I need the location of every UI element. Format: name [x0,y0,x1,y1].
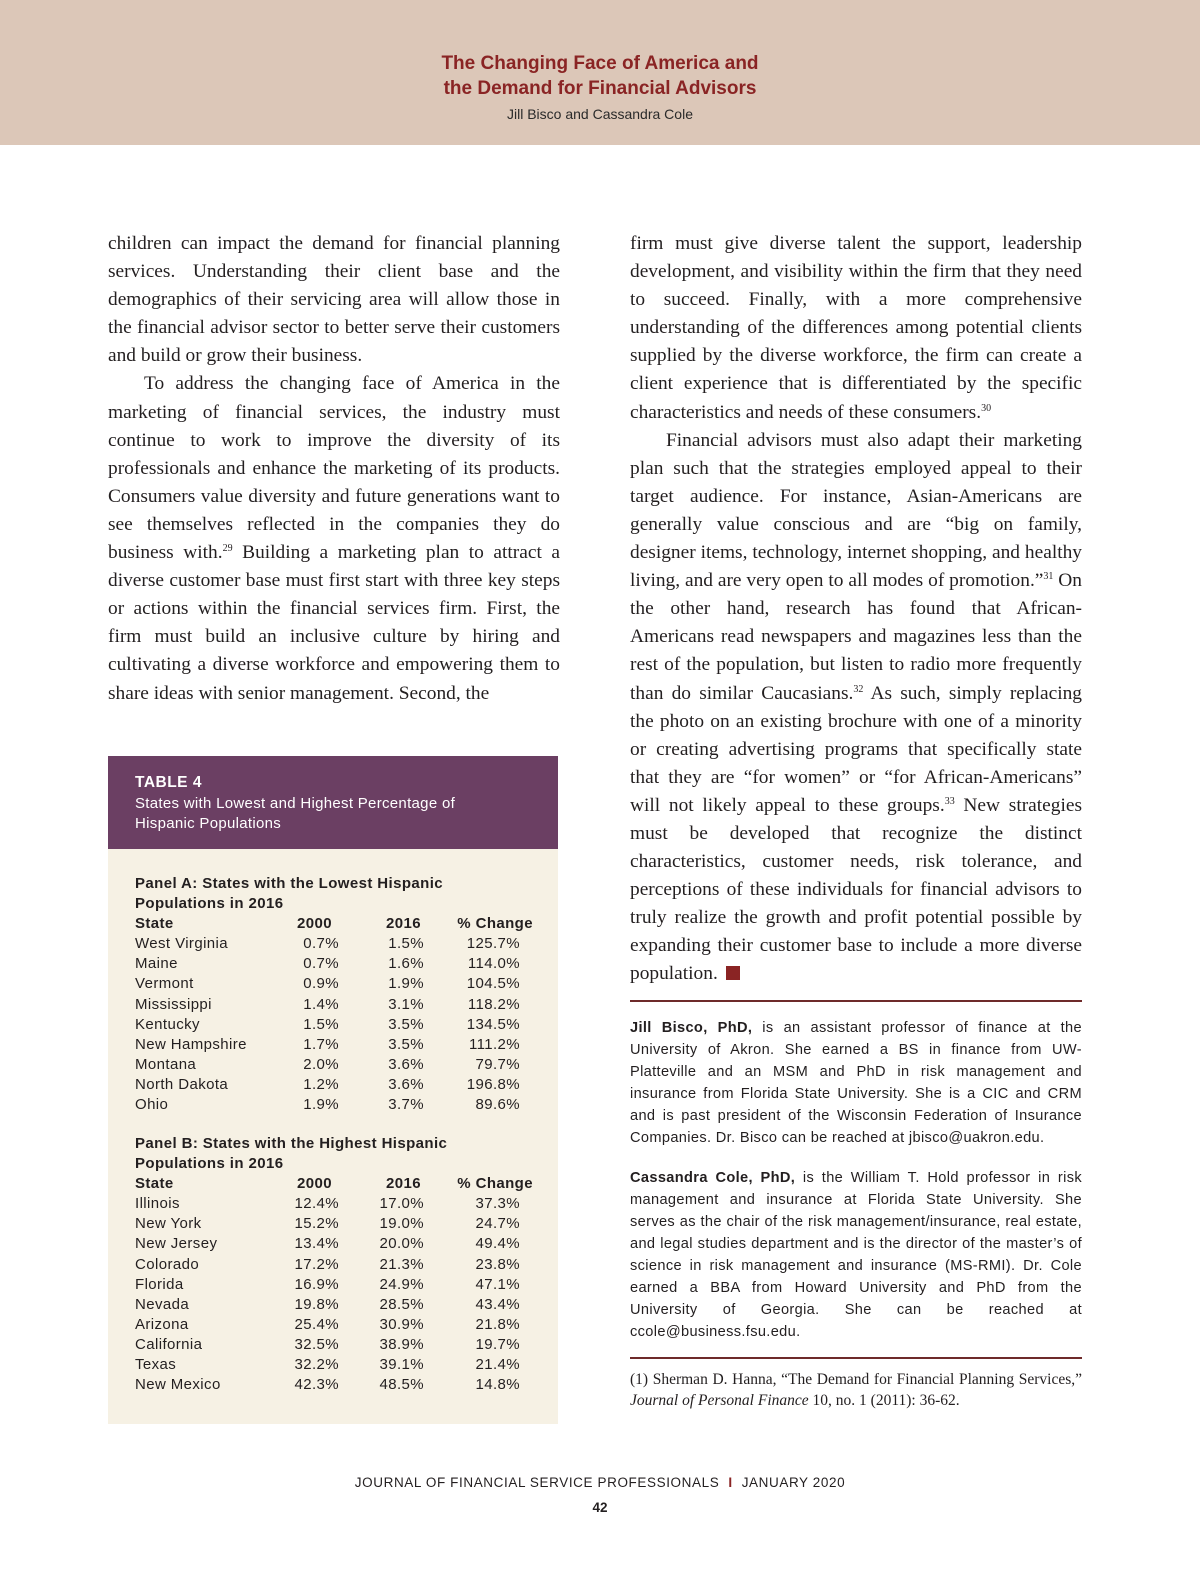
table-row [135,1335,535,1355]
value-2000-cell: 1.2% [303,1075,339,1093]
table-row [135,1075,535,1095]
table-row [135,1214,535,1234]
value-2000-cell: 16.9% [294,1275,339,1293]
percent-change-cell: 104.5% [466,975,520,993]
value-2000-cell: 1.7% [303,1035,339,1053]
value-2016-cell: 19.0% [379,1215,424,1233]
value-2000-cell: 32.2% [294,1356,339,1374]
value-2016-cell: 28.5% [379,1295,424,1313]
percent-change-cell: 79.7% [475,1055,520,1073]
table-row [135,1375,535,1395]
table-row [135,1055,535,1075]
value-2000-cell: 1.4% [303,995,339,1013]
title-line-1: The Changing Face of America and [441,53,759,74]
column-header-state: State [135,1175,174,1193]
state-cell: Vermont [135,975,194,993]
footnote-ref-32: 32 [853,683,864,695]
bio-name: Cassandra Cole, PhD, [630,1169,796,1186]
table-caption-line-2: Hispanic Populations [135,815,282,832]
panel-b [135,1134,535,1395]
left-paragraph-1: children can impact the demand for financial planning services. Understanding their client base and the demographics of their servicing area will allow those in the financial advisor sector to better serve their customers and build or grow their business. [108,233,560,367]
bio-text: is an assistant professor of finance at the University of Akron. She earned a BS in finance from UW-Platteville and an MSM and PhD in risk management and insurance from Florida State University. She is a CIC and CRM and is past president of the Wisconsin Federation of Insurance Companies. Dr. Bisco can be reached at jbisco@uakron.edu. [630,1019,1082,1146]
value-2000-cell: 19.8% [294,1295,339,1313]
state-cell: Colorado [135,1255,200,1273]
state-cell: Montana [135,1055,197,1073]
percent-change-cell: 114.0% [467,955,520,973]
panel-a [135,874,535,1115]
value-2016-cell: 3.7% [388,1096,424,1114]
footnote-divider [630,1357,1082,1359]
table-row [135,974,535,994]
percent-change-cell: 43.4% [475,1295,520,1313]
panel-a-column-headers [135,914,535,934]
value-2000-cell: 12.4% [294,1195,339,1213]
percent-change-cell: 14.8% [475,1376,520,1394]
value-2000-cell: 25.4% [294,1315,339,1333]
journal-name: JOURNAL OF FINANCIAL SERVICE PROFESSIONALS [354,1475,720,1490]
value-2016-cell: 3.5% [388,1015,424,1033]
state-cell: Kentucky [135,1015,200,1033]
value-2000-cell: 32.5% [294,1335,339,1353]
column-header-change: % Change [457,1175,533,1193]
panel-b-title [135,1134,535,1174]
panel-a-title-line-1: Panel A: States with the Lowest Hispanic [135,875,444,892]
table-4-header [108,756,558,849]
panel-b-column-headers [135,1174,535,1194]
value-2016-cell: 21.3% [379,1255,424,1273]
state-cell: Nevada [135,1295,190,1313]
value-2000-cell: 1.5% [303,1015,339,1033]
table-4-body [108,849,558,1424]
percent-change-cell: 125.7% [466,935,520,953]
state-cell: Ohio [135,1096,169,1114]
percent-change-cell: 134.5% [466,1015,520,1033]
table-row [135,1315,535,1335]
state-cell: New Jersey [135,1235,218,1253]
right-paragraph-1 [630,230,1082,427]
table-row [135,1234,535,1254]
bio-text: is the William T. Hold professor in risk management and insurance at Florida State University. She serves as the chair of the risk management/insurance, real estate, and legal studies department and is the director of the master’s of science in risk management and insurance (MS-RMI). Dr. Cole earned a BBA from Howard University and PhD from the University of Georgia. She can be reached at ccole@business.fsu.edu. [630,1169,1082,1340]
state-cell: Texas [135,1356,177,1374]
percent-change-cell: 21.4% [475,1356,520,1374]
value-2000-cell: 0.7% [303,955,339,973]
table-row [135,1255,535,1275]
footer-separator: I [728,1475,733,1490]
footnote-ref-29: 29 [222,543,233,555]
footnote [630,1369,1082,1411]
right-paragraph-2-text-d: New strategies must be developed that recognize the distinct characteristics, customer needs, risk tolerance, and perceptions of these individuals for financial advisors to truly realize the growth and profit potential possible by expanding their customer base to include a more diverse population. [630,794,1082,985]
bio-divider [630,1000,1082,1002]
table-row [135,1295,535,1315]
table-row [135,1194,535,1214]
panel-b-title-line-1: Panel B: States with the Highest Hispanic [135,1135,448,1152]
value-2016-cell: 38.9% [379,1335,424,1353]
percent-change-cell: 37.3% [475,1195,520,1213]
right-paragraph-2 [630,427,1082,989]
footnote-ref-30: 30 [981,402,992,414]
value-2016-cell: 3.6% [388,1075,424,1093]
table-label: TABLE 4 [135,774,202,791]
state-cell: California [135,1335,203,1353]
value-2016-cell: 3.6% [388,1055,424,1073]
left-paragraph-2-text-b: Building a marketing plan to attract a diverse customer base must first start with three key steps or actions within the financial services firm. First, the firm must build an inclusive culture by hiring and cultivating a diverse workforce and empowering them to share ideas with senior management. Second, the [108,542,561,704]
percent-change-cell: 21.8% [475,1315,520,1333]
column-header-state: State [135,915,174,933]
panel-a-title [135,874,535,914]
value-2016-cell: 20.0% [379,1235,424,1253]
article-authors: Jill Bisco and Cassandra Cole [507,106,693,122]
right-paragraph-1-text: firm must give diverse talent the support, leadership development, and visibility within the firm that they need to succeed. Finally, with a more comprehensive understanding of the differences among potential clients supplied by the diverse workforce, the firm can create a client experience that is differentiated by the specific characteristics and needs of these consumers. [630,233,1082,423]
state-cell: New Mexico [135,1376,221,1394]
value-2000-cell: 0.9% [303,975,339,993]
left-paragraph-2 [108,370,560,707]
value-2016-cell: 39.1% [379,1356,424,1374]
value-2016-cell: 17.0% [379,1195,424,1213]
state-cell: Florida [135,1275,184,1293]
column-header-2000: 2000 [297,1175,332,1193]
percent-change-cell: 49.4% [475,1235,520,1253]
column-header-2000: 2000 [297,915,332,933]
table-row [135,1275,535,1295]
value-2000-cell: 13.4% [294,1235,339,1253]
percent-change-cell: 118.2% [467,995,520,1013]
percent-change-cell: 111.2% [468,1035,520,1053]
table-row [135,954,535,974]
value-2016-cell: 1.5% [388,935,424,953]
state-cell: New Hampshire [135,1035,247,1053]
footnote-prefix: (1) Sherman D. Hanna, “The Demand for Financial Planning Services,” [630,1370,1082,1388]
right-paragraph-2-text-b: On the other hand, research has found that African-Americans read newspapers and magazines less than the rest of the population, but listen to radio more frequently than do similar Caucasians. [630,570,1082,704]
value-2000-cell: 17.2% [294,1255,339,1273]
table-row [135,995,535,1015]
article-title [0,0,1200,101]
state-cell: Illinois [135,1195,180,1213]
issue-date: JANUARY 2020 [741,1475,846,1490]
value-2000-cell: 42.3% [294,1376,339,1394]
footnote-ref-31: 31 [1043,571,1054,583]
percent-change-cell: 24.7% [475,1215,520,1233]
footnote-ref-33: 33 [944,795,955,807]
percent-change-cell: 47.1% [475,1275,520,1293]
footnote-journal: Journal of Personal Finance [630,1391,809,1409]
footnote-suffix: 10, no. 1 (2011): 36-62. [808,1391,960,1409]
percent-change-cell: 19.7% [475,1335,520,1353]
left-paragraph-2-text-a: To address the changing face of America in the marketing of financial services, the industry must continue to work to improve the diversity of its professionals and enhance the marketing of its products. Consumers value diversity and future generations want to see themselves reflected in the companies they do business with. [108,373,560,564]
table-row [135,1355,535,1375]
state-cell: West Virginia [135,935,229,953]
value-2000-cell: 15.2% [294,1215,339,1233]
percent-change-cell: 23.8% [475,1255,520,1273]
state-cell: Maine [135,955,178,973]
percent-change-cell: 196.8% [466,1075,520,1093]
table-caption-line-1: States with Lowest and Highest Percentage of [135,795,456,812]
panel-a-title-line-2: Populations in 2016 [135,895,284,913]
value-2016-cell: 3.1% [388,995,424,1013]
bio-name: Jill Bisco, PhD, [630,1019,753,1036]
title-line-2: the Demand for Financial Advisors [443,78,757,99]
table-row [135,934,535,954]
column-header-2016: 2016 [386,915,421,933]
right-column [630,230,1082,1411]
value-2016-cell: 3.5% [388,1035,424,1053]
page-number: 42 [592,1500,608,1515]
state-cell: North Dakota [135,1075,229,1093]
left-column [108,230,560,708]
panel-b-title-line-2: Populations in 2016 [135,1155,284,1173]
article-header [0,0,1200,145]
value-2016-cell: 1.9% [388,975,424,993]
state-cell: Arizona [135,1315,189,1333]
value-2016-cell: 24.9% [379,1275,424,1293]
panel-a-rows [135,934,535,1115]
state-cell: Mississippi [135,995,212,1013]
value-2016-cell: 30.9% [379,1315,424,1333]
value-2016-cell: 1.6% [388,955,424,973]
table-caption [135,794,558,834]
column-header-2016: 2016 [386,1175,421,1193]
table-row [135,1035,535,1055]
panel-b-rows [135,1194,535,1395]
right-paragraph-2-text-c: As such, simply replacing the photo on an existing brochure with one of a minority or creating advertising programs that specifically state that they are “for women” or “for African-Americans” will not likely appeal to these groups. [630,682,1082,816]
percent-change-cell: 89.6% [475,1096,520,1114]
value-2016-cell: 48.5% [379,1376,424,1394]
value-2000-cell: 2.0% [303,1055,339,1073]
state-cell: New York [135,1215,202,1233]
author-bio-cole [630,1167,1082,1343]
column-header-change: % Change [457,915,533,933]
right-paragraph-2-text-a: Financial advisors must also adapt their marketing plan such that the strategies employed appeal to their target audience. For instance, Asian-Americans are generally value conscious and are “big on family, designer items, technology, internet shopping, and healthy living, and are very open to all modes of promotion.” [630,429,1082,592]
end-of-article-mark [726,966,740,980]
value-2000-cell: 1.9% [303,1096,339,1114]
table-row [135,1015,535,1035]
author-bio-bisco [630,1017,1082,1149]
table-row [135,1095,535,1115]
journal-footer [0,1475,1200,1490]
value-2000-cell: 0.7% [303,935,339,953]
